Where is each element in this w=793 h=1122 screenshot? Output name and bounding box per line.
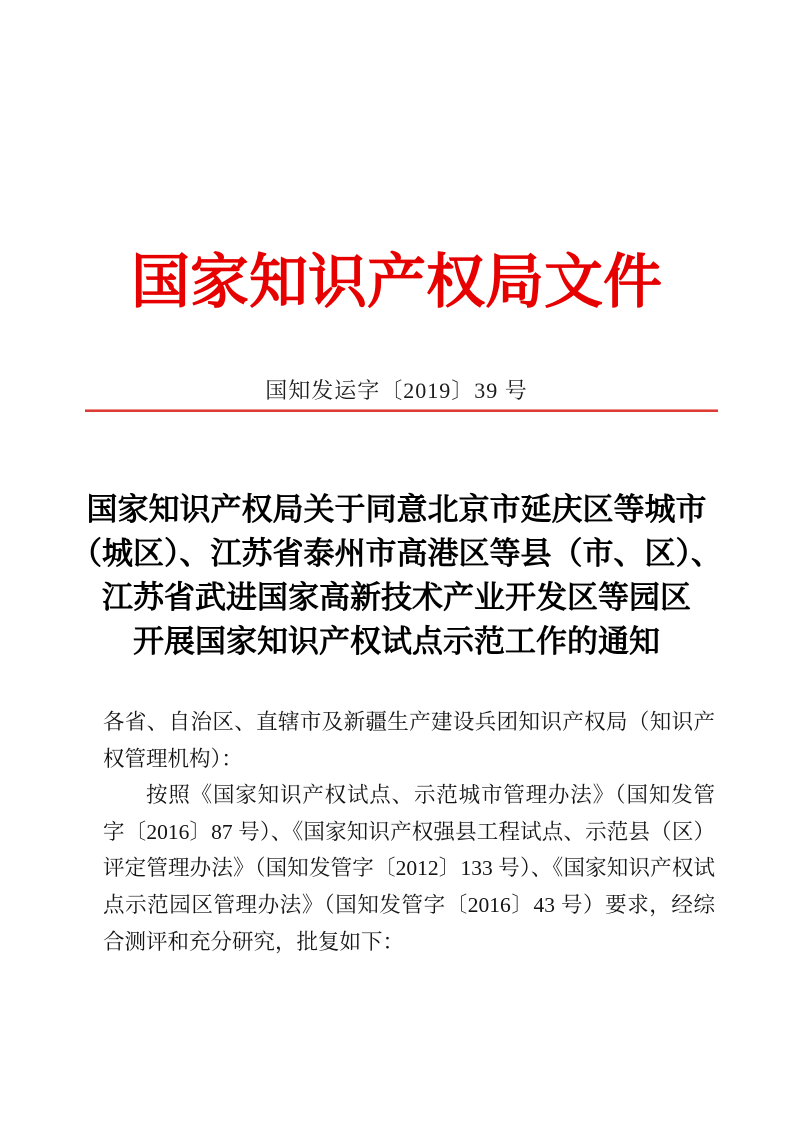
body-paragraph: 按照《国家知识产权试点、示范城市管理办法》（国知发管字〔2016〕87 号）、《国家知识产权强县工程试点、示范县（区）评定管理办法》（国知发管字〔2012〕133 号）、《国家知识产权试点示范园区管理办法》（国知发管字〔2016〕43 号）要求，经综合测评和充分研究，批复如下： [103,783,715,954]
document-title-line: 江苏省武进国家高新技术产业开发区等园区 [102,580,691,615]
document-title-line: （城区）、江苏省泰州市高港区等县（市、区）、 [71,536,722,571]
salutation-paragraph: 各省、自治区、直辖市及新疆生产建设兵团知识产权局（知识产权管理机构）： [103,710,715,771]
red-divider-line [85,409,718,412]
document-body [103,704,715,960]
document-number: 国知发运字〔2019〕39 号 [265,378,528,403]
document-title-line: 开展国家知识产权试点示范工作的通知 [133,624,660,659]
agency-header-title: 国家知识产权局文件 [130,249,662,315]
document-title [60,488,733,664]
document-title-line: 国家知识产权局关于同意北京市延庆区等城市 [86,492,707,527]
